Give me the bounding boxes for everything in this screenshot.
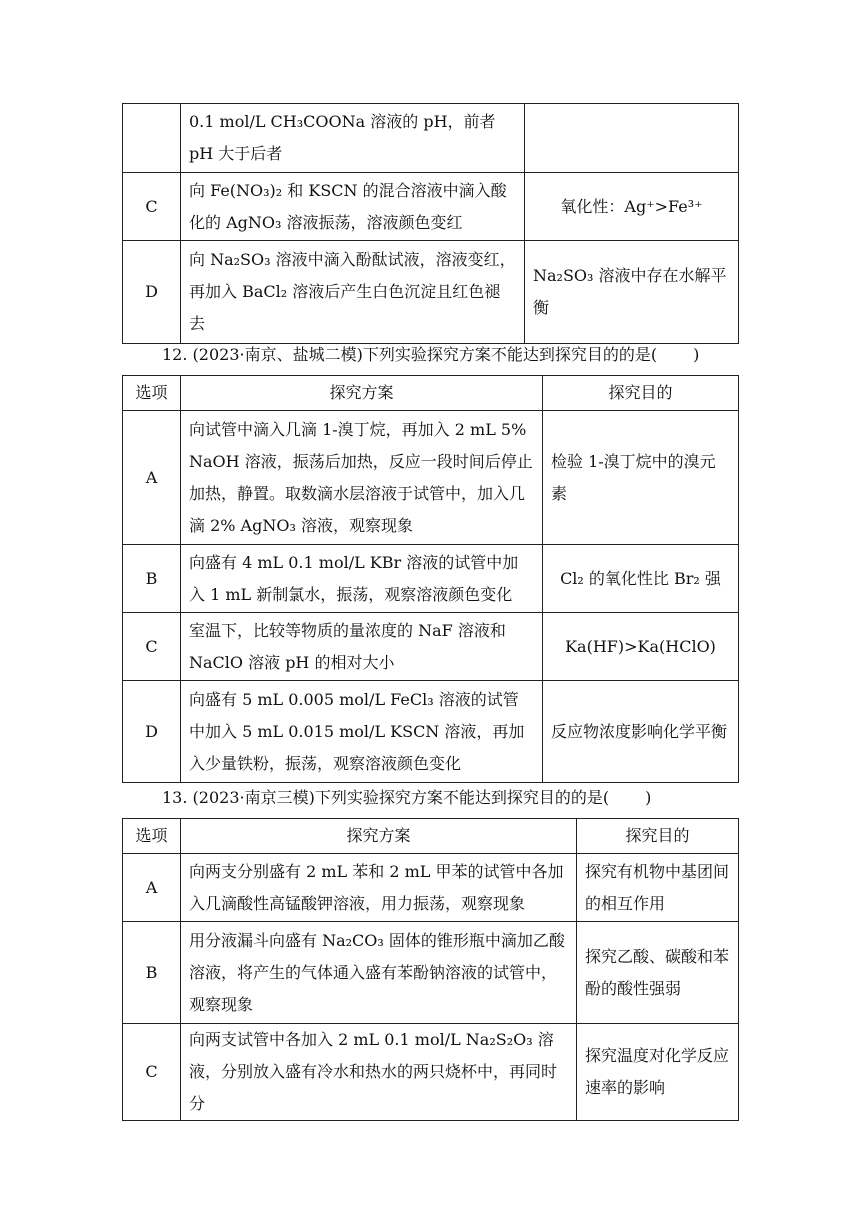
scheme-cell: 向盛有 5 mL 0.005 mol/L FeCl₃ 溶液的试管中加入 5 mL 0.015 mol/L KSCN 溶液，再加入少量铁粉，振荡，观察溶液颜色变化 [181, 681, 543, 783]
scheme-cell: 向试管中滴入几滴 1-溴丁烷，再加入 2 mL 5% NaOH 溶液，振荡后加热，反应一段时间后停止加热，静置。取数滴水层溶液于试管中，加入几滴 2% AgNO₃ 溶液，观察现象 [181, 411, 543, 545]
column-header-option: 选项 [123, 819, 181, 854]
table-row [123, 173, 739, 241]
table-row [123, 681, 739, 783]
question-title-close: ) [693, 345, 700, 364]
table-header-row [123, 376, 739, 411]
option-cell: D [123, 681, 181, 783]
table-1 [122, 103, 739, 344]
goal-cell [525, 104, 739, 173]
option-cell [123, 104, 181, 173]
option-cell: A [123, 854, 181, 922]
scheme-cell: 向盛有 4 mL 0.1 mol/L KBr 溶液的试管中加入 1 mL 新制氯水，振荡，观察溶液颜色变化 [181, 545, 543, 613]
scheme-cell: 0.1 mol/L CH₃COONa 溶液的 pH，前者 pH 大于后者 [181, 104, 525, 173]
column-header-goal: 探究目的 [543, 376, 739, 411]
table-row [123, 545, 739, 613]
option-cell: B [123, 545, 181, 613]
scheme-cell: 向 Fe(NO₃)₂ 和 KSCN 的混合溶液中滴入酸化的 AgNO₃ 溶液振荡，溶液颜色变红 [181, 173, 525, 241]
column-header-goal: 探究目的 [577, 819, 739, 854]
table-row [123, 104, 739, 173]
option-cell: C [123, 173, 181, 241]
scheme-cell: 向两支试管中各加入 2 mL 0.1 mol/L Na₂S₂O₃ 溶液，分别放入盛有冷水和热水的两只烧杯中，再同时分 [181, 1024, 577, 1121]
scheme-cell: 向两支分别盛有 2 mL 苯和 2 mL 甲苯的试管中各加入几滴酸性高锰酸钾溶液，用力振荡，观察现象 [181, 854, 577, 922]
table-row [123, 411, 739, 545]
option-cell: C [123, 613, 181, 681]
column-header-option: 选项 [123, 376, 181, 411]
question-13-title [162, 786, 651, 810]
option-cell: B [123, 922, 181, 1024]
goal-cell: Ka(HF)>Ka(HClO) [543, 613, 739, 681]
table-header-row [123, 819, 739, 854]
goal-cell: 反应物浓度影响化学平衡 [543, 681, 739, 783]
column-header-scheme: 探究方案 [181, 376, 543, 411]
scheme-cell: 用分液漏斗向盛有 Na₂CO₃ 固体的锥形瓶中滴加乙酸溶液，将产生的气体通入盛有苯酚钠溶液的试管中，观察现象 [181, 922, 577, 1024]
question-12-title [162, 343, 699, 367]
scheme-cell: 向 Na₂SO₃ 溶液中滴入酚酞试液，溶液变红，再加入 BaCl₂ 溶液后产生白色沉淀且红色褪去 [181, 241, 525, 344]
table-row [123, 854, 739, 922]
scheme-cell: 室温下，比较等物质的量浓度的 NaF 溶液和 NaClO 溶液 pH 的相对大小 [181, 613, 543, 681]
table-row [123, 613, 739, 681]
goal-cell: 探究有机物中基团间的相互作用 [577, 854, 739, 922]
option-cell: C [123, 1024, 181, 1121]
column-header-scheme: 探究方案 [181, 819, 577, 854]
question-title-text: 13. (2023·南京三模)下列实验探究方案不能达到探究目的的是( [162, 788, 610, 807]
question-title-close: ) [645, 788, 652, 807]
table-q13 [122, 818, 739, 1121]
goal-cell: 氧化性：Ag⁺>Fe³⁺ [525, 173, 739, 241]
goal-cell: Cl₂ 的氧化性比 Br₂ 强 [543, 545, 739, 613]
option-cell: D [123, 241, 181, 344]
option-cell: A [123, 411, 181, 545]
question-title-text: 12. (2023·南京、盐城二模)下列实验探究方案不能达到探究目的的是( [162, 345, 658, 364]
table-row [123, 241, 739, 344]
goal-cell: Na₂SO₃ 溶液中存在水解平衡 [525, 241, 739, 344]
goal-cell: 探究温度对化学反应速率的影响 [577, 1024, 739, 1121]
table-row [123, 922, 739, 1024]
table-q12 [122, 375, 739, 783]
goal-cell: 检验 1-溴丁烷中的溴元素 [543, 411, 739, 545]
goal-cell: 探究乙酸、碳酸和苯酚的酸性强弱 [577, 922, 739, 1024]
table-row [123, 1024, 739, 1121]
